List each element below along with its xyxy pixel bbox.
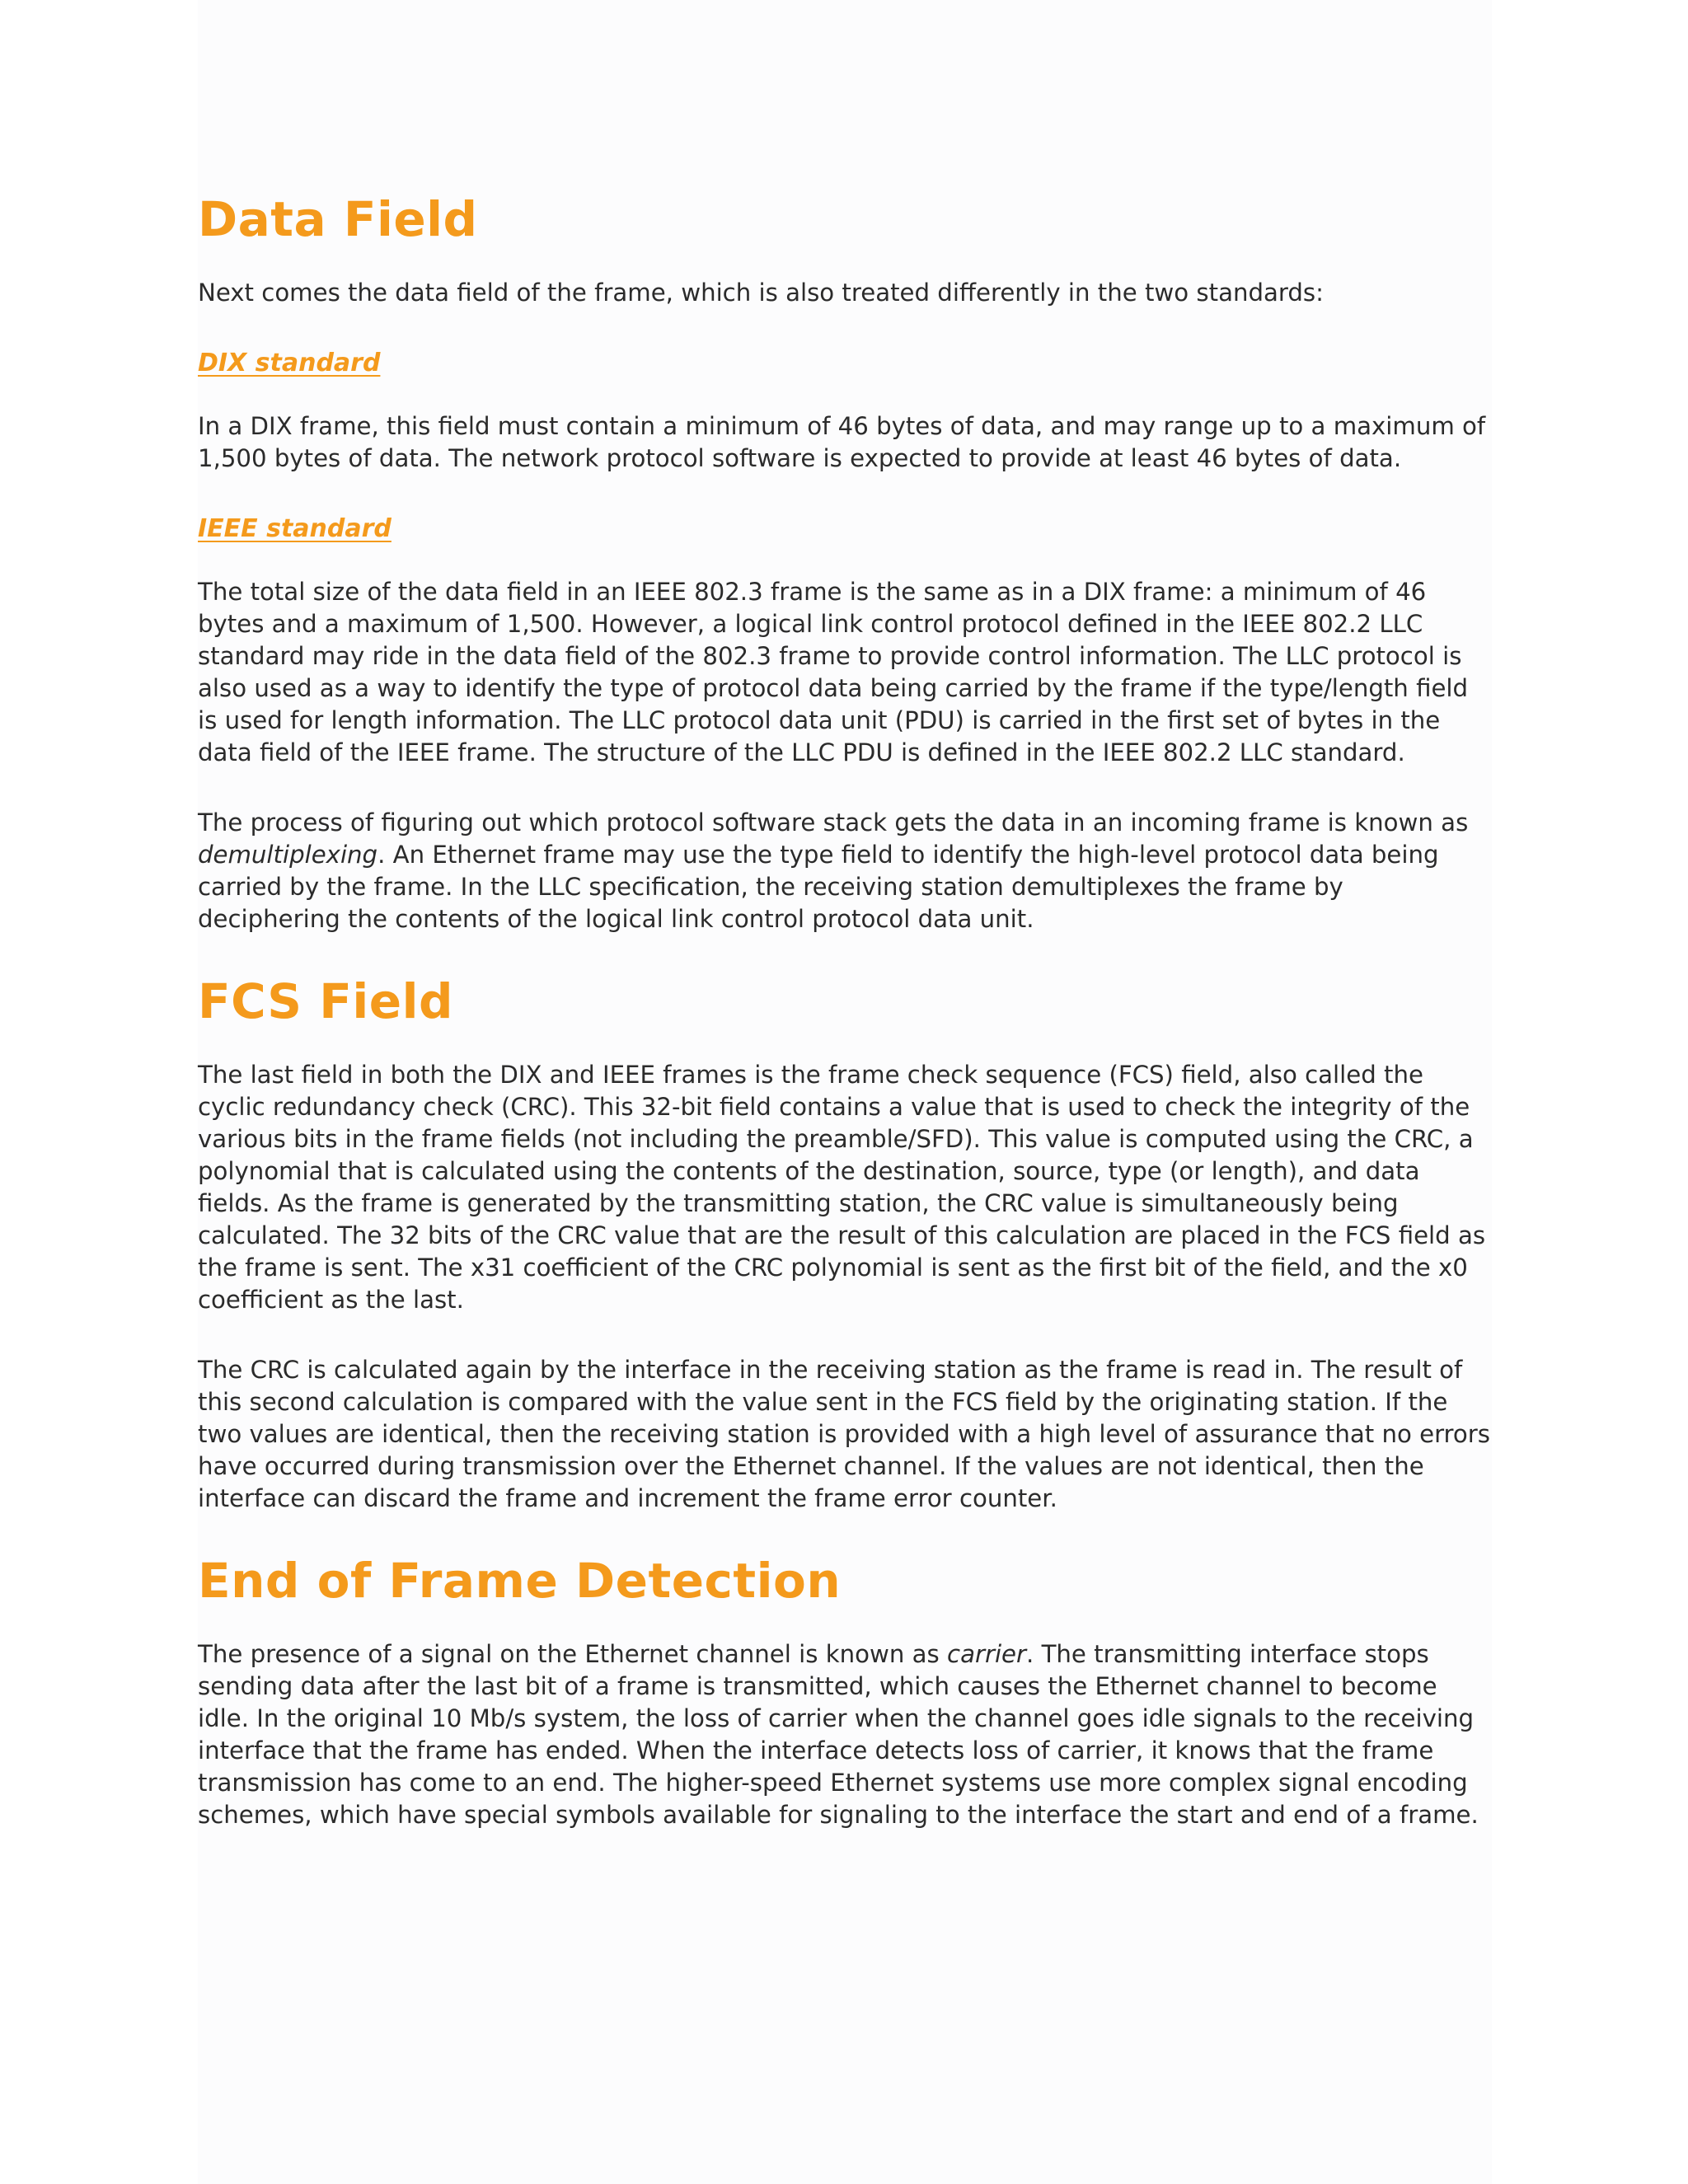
end-of-frame-heading: End of Frame Detection bbox=[198, 1553, 842, 1609]
data-field-section bbox=[198, 191, 1492, 935]
ieee-standard-paragraph: The total size of the data field in an IEEE 802.3 frame is the same as in a DIX frame: a minimum of 46 bytes and a maximum of 1,500. However, a logical link control protocol defined in the IEEE 802.2 LLC standard may ride in the data field of the 802.3 frame to provide control information. The LLC protocol is also used as a way to identify the type of protocol data being carried by the frame if the type/length field is used for length information. The LLC protocol data unit (PDU) is carried in the first set of bytes in the data field of the IEEE frame. The structure of the LLC PDU is defined in the IEEE 802.2 LLC standard. bbox=[198, 578, 1469, 766]
demultiplexing-text-before: The process of figuring out which protocol software stack gets the data in an incoming frame is known as bbox=[198, 808, 1469, 837]
carrier-paragraph bbox=[198, 1638, 1492, 1831]
demultiplexing-text-after: . An Ethernet frame may use the type field to identify the high-level protocol data being carried by the frame. In the LLC specification, the receiving station demultiplexes the frame by deciphering the contents of the logical link control protocol data unit. bbox=[198, 841, 1439, 933]
end-of-frame-section bbox=[198, 1553, 1492, 1831]
data-field-heading: Data Field bbox=[198, 191, 478, 247]
dix-standard-heading: DIX standard bbox=[198, 349, 381, 377]
fcs-field-heading: FCS Field bbox=[198, 973, 453, 1029]
fcs-field-section bbox=[198, 973, 1492, 1515]
fcs-paragraph-1: The last field in both the DIX and IEEE frames is the frame check sequence (FCS) field, also called the cyclic redundancy check (CRC). This 32-bit field contains a value that is used to check the integrity of the various bits in the frame fields (not including the preamble/SFD). This value is computed using the CRC, a polynomial that is calculated using the contents of the destination, source, type (or length), and data fields. As the frame is generated by the transmitting station, the CRC value is simultaneously being calculated. The 32 bits of the CRC value that are the result of this calculation are placed in the FCS field as the frame is sent. The x31 coefficient of the CRC polynomial is sent as the first bit of the field, and the x0 coefficient as the last. bbox=[198, 1061, 1486, 1314]
demultiplexing-term: demultiplexing bbox=[198, 841, 378, 869]
carrier-term: carrier bbox=[947, 1640, 1027, 1668]
document-body bbox=[198, 191, 1492, 1869]
dix-standard-paragraph: In a DIX frame, this field must contain a minimum of 46 bytes of data, and may range up to a maximum of 1,500 bytes of data. The network protocol software is expected to provide at least 46 bytes of data. bbox=[198, 412, 1486, 472]
ieee-standard-heading: IEEE standard bbox=[198, 514, 392, 543]
fcs-paragraph-2: The CRC is calculated again by the interface in the receiving station as the frame is read in. The result of this second calculation is compared with the value sent in the FCS field by the originating station. If the two values are identical, then the receiving station is provided with a high level of assurance that no errors have occurred during transmission over the Ethernet channel. If the values are not identical, then the interface can discard the frame and increment the frame error counter. bbox=[198, 1356, 1490, 1512]
carrier-text-before: The presence of a signal on the Ethernet channel is known as bbox=[198, 1640, 948, 1668]
data-field-intro: Next comes the data field of the frame, which is also treated differently in the two standards: bbox=[198, 279, 1324, 307]
demultiplexing-paragraph bbox=[198, 807, 1492, 935]
carrier-text-after: . The transmitting interface stops sending data after the last bit of a frame is transmitted, which causes the Ethernet channel to become idle. In the original 10 Mb/s system, the loss of carrier when the channel goes idle signals to the receiving interface that the frame has ended. When the interface detects loss of carrier, it knows that the frame transmission has come to an end. The higher-speed Ethernet systems use more complex signal encoding schemes, which have special symbols available for signaling to the interface the start and end of a frame. bbox=[198, 1640, 1479, 1829]
